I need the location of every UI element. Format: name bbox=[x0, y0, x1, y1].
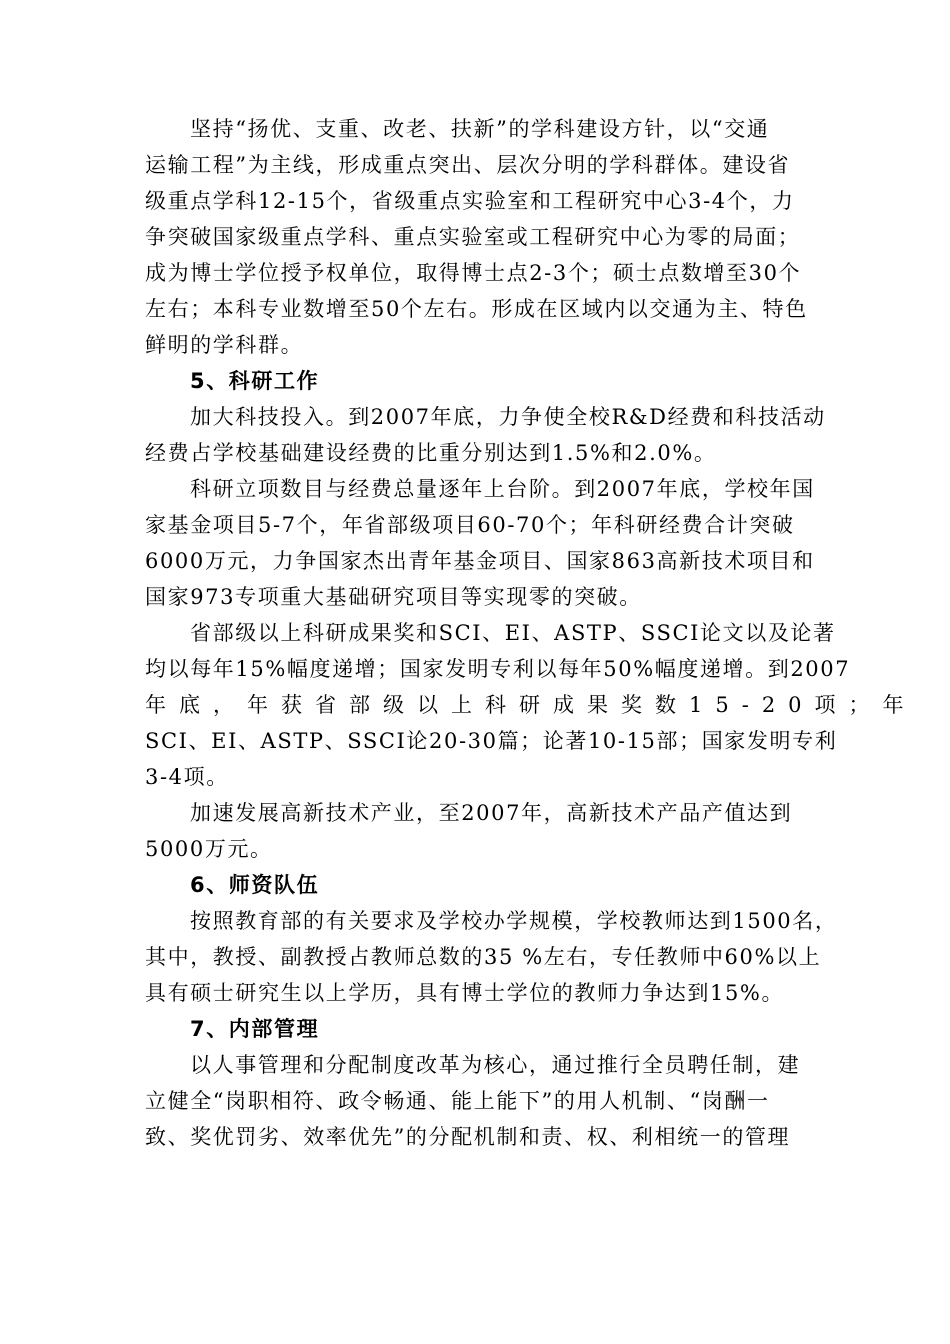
paragraph-awards-line-5: 3-4项。 bbox=[145, 765, 229, 789]
paragraph-discipline-line-5: 成为博士学位授予权单位，取得博士点2-3个；硕士点数增至30个 bbox=[145, 261, 802, 285]
paragraph-industry-line-1: 加速发展高新技术产业，至2007年，高新技术产品产值达到 bbox=[190, 801, 793, 825]
paragraph-discipline-line-2: 运输工程”为主线，形成重点突出、层次分明的学科群体。建设省 bbox=[145, 153, 791, 177]
paragraph-investment-line-1: 加大科技投入。到2007年底，力争使全校R&D经费和科技活动 bbox=[190, 405, 826, 429]
section-heading-faculty: 6、师资队伍 bbox=[190, 873, 320, 897]
paragraph-management-line-3: 致、奖优罚劣、效率优先”的分配机制和责、权、利相统一的管理 bbox=[145, 1125, 791, 1149]
paragraph-faculty-line-1: 按照教育部的有关要求及学校办学规模，学校教师达到1500名， bbox=[190, 909, 838, 933]
paragraph-management-line-2: 立健全“岗职相符、政令畅通、能上能下”的用人机制、“岗酬一 bbox=[145, 1089, 770, 1113]
paragraph-faculty-line-2: 其中，教授、副教授占教师总数的35 %左右，专任教师中60%以上 bbox=[145, 945, 822, 969]
section-heading-research: 5、科研工作 bbox=[190, 369, 320, 393]
paragraph-investment-line-2: 经费占学校基础建设经费的比重分别达到1.5%和2.0%。 bbox=[145, 441, 717, 465]
paragraph-discipline-line-1: 坚持“扬优、支重、改老、扶新”的学科建设方针，以“交通 bbox=[190, 117, 770, 141]
paragraph-awards-line-1: 省部级以上科研成果奖和SCI、EI、ASTP、SSCI论文以及论著 bbox=[190, 621, 836, 645]
paragraph-discipline-line-7: 鲜明的学科群。 bbox=[145, 333, 304, 357]
paragraph-awards-line-3: 年底，年获省部级以上科研成果奖数15-20项；年 bbox=[145, 693, 917, 717]
paragraph-awards-line-2: 均以每年15%幅度递增；国家发明专利以每年50%幅度递增。到2007 bbox=[145, 657, 851, 681]
paragraph-discipline-line-4: 争突破国家级重点学科、重点实验室或工程研究中心为零的局面； bbox=[145, 225, 801, 249]
paragraph-faculty-line-3: 具有硕士研究生以上学历，具有博士学位的教师力争达到15%。 bbox=[145, 981, 785, 1005]
paragraph-awards-line-4: SCI、EI、ASTP、SSCI论20-30篇；论著10-15部；国家发明专利 bbox=[145, 729, 838, 753]
paragraph-projects-line-1: 科研立项数目与经费总量逐年上台阶。到2007年底，学校年国 bbox=[190, 477, 815, 501]
paragraph-projects-line-3: 6000万元，力争国家杰出青年基金项目、国家863高新技术项目和 bbox=[145, 549, 815, 573]
section-heading-management: 7、内部管理 bbox=[190, 1017, 320, 1041]
paragraph-projects-line-4: 国家973专项重大基础研究项目等实现零的突破。 bbox=[145, 585, 642, 609]
paragraph-management-line-1: 以人事管理和分配制度改革为核心，通过推行全员聘任制，建 bbox=[190, 1053, 801, 1077]
paragraph-projects-line-2: 家基金项目5-7个，年省部级项目60-70个；年科研经费合计突破 bbox=[145, 513, 795, 537]
paragraph-discipline-line-3: 级重点学科12-15个，省级重点实验室和工程研究中心3-4个，力 bbox=[145, 189, 795, 213]
paragraph-industry-line-2: 5000万元。 bbox=[145, 837, 273, 861]
paragraph-discipline-line-6: 左右；本科专业数增至50个左右。形成在区域内以交通为主、特色 bbox=[145, 297, 808, 321]
